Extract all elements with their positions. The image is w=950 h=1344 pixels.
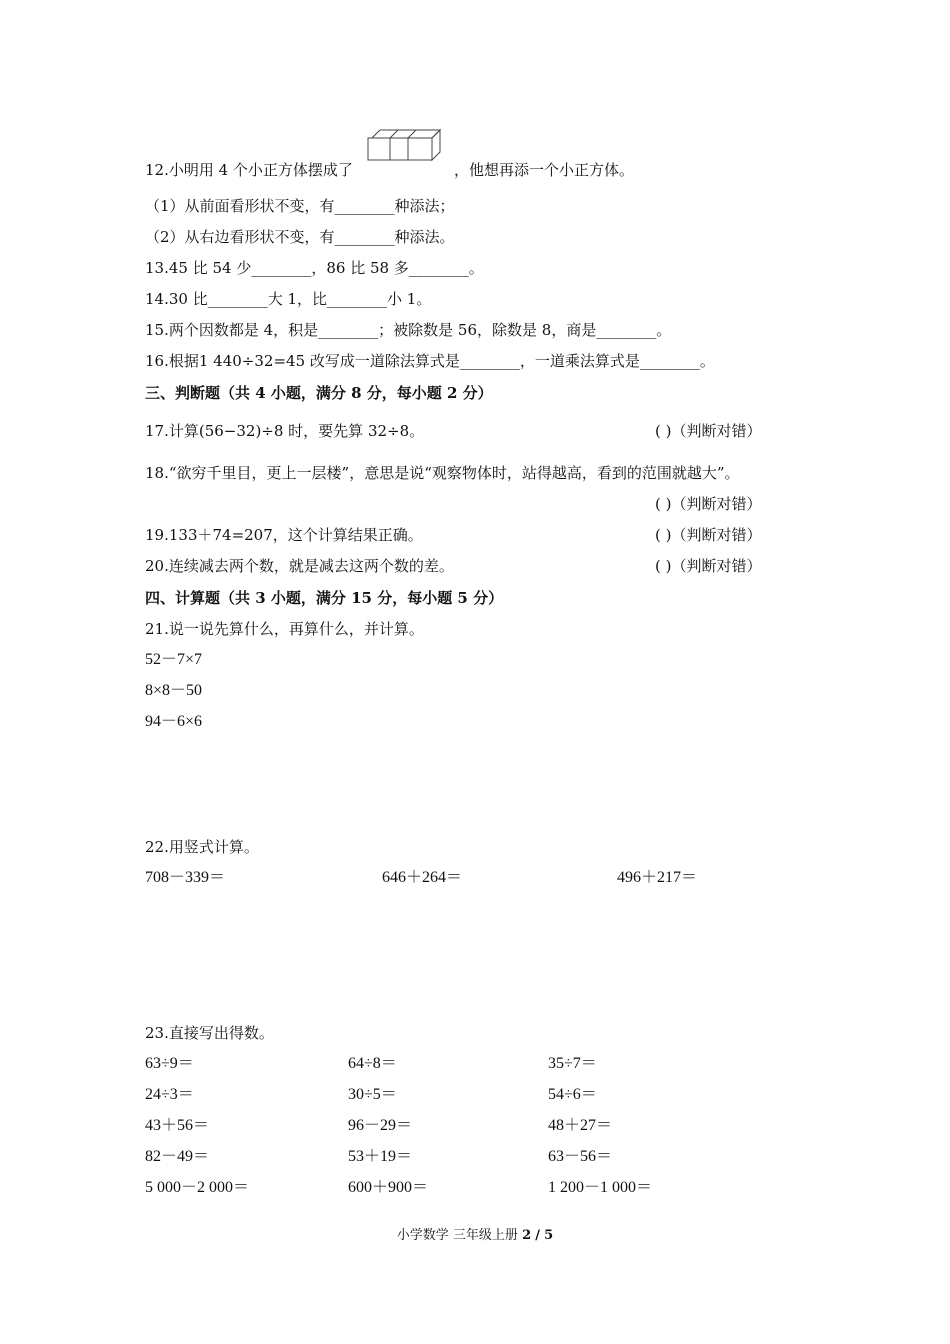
section-4-heading: 四、计算题（共 3 小题，满分 15 分，每小题 5 分） (145, 589, 504, 607)
section-3-heading: 三、判断题（共 4 小题，满分 8 分，每小题 2 分） (145, 384, 493, 402)
q22-expr: 708－339＝ (145, 869, 226, 886)
q18-answer-blank[interactable]: ( )（判断对错） (655, 495, 762, 513)
footer-total-pages: 5 (544, 1228, 554, 1243)
q23-cell: 600＋900＝ (348, 1179, 429, 1196)
q23-cell: 30÷5＝ (348, 1086, 397, 1103)
q23-cell: 35÷7＝ (548, 1055, 597, 1072)
q23-cell: 48＋27＝ (548, 1117, 613, 1134)
q21-expr: 94－6×6 (145, 713, 203, 730)
q12-sub1: （1）从前面看形状不变，有________种添法； (145, 197, 455, 215)
q23-cell: 54÷6＝ (548, 1086, 597, 1103)
q23-cell: 96－29＝ (348, 1117, 413, 1134)
q22-expr: 496＋217＝ (617, 869, 698, 886)
q23-cell: 63÷9＝ (145, 1055, 194, 1072)
q12-sub2: （2）从右边看形状不变，有________种添法。 (145, 228, 455, 246)
q17-answer-blank[interactable]: ( )（判断对错） (655, 422, 762, 440)
q21-title: 21.说一说先算什么，再算什么，并计算。 (145, 620, 424, 638)
q12-line (145, 160, 353, 180)
q12-text-after-line (454, 160, 634, 180)
q20-answer-blank[interactable]: ( )（判断对错） (655, 557, 762, 575)
q23-cell: 5 000－2 000＝ (145, 1179, 250, 1196)
q14: 14.30 比________大 1，比________小 1。 (145, 290, 432, 308)
footer-separator: / (535, 1228, 541, 1243)
page-footer (0, 1227, 950, 1245)
q23-cell: 64÷8＝ (348, 1055, 397, 1072)
q23-title: 23.直接写出得数。 (145, 1024, 274, 1042)
q22-title: 22.用竖式计算。 (145, 838, 259, 856)
q23-cell: 43＋56＝ (145, 1117, 210, 1134)
q15: 15.两个因数都是 4，积是________；被除数是 56，除数是 8，商是________。 (145, 321, 672, 339)
q23-cell: 82－49＝ (145, 1148, 210, 1165)
q12-text-before: 12.小明用 4 个小正方体摆成了 (145, 161, 353, 179)
cubes-figure (364, 124, 444, 166)
footer-page-number: 2 (522, 1228, 532, 1243)
q18: 18.“欲穷千里目，更上一层楼”，意思是说“观察物体时，站得越高，看到的范围就越大”。 (145, 464, 740, 482)
q13: 13.45 比 54 少________，86 比 58 多________。 (145, 259, 484, 277)
q23-cell: 24÷3＝ (145, 1086, 194, 1103)
q21-expr: 8×8－50 (145, 682, 203, 699)
q17: 17.计算(56−32)÷8 时，要先算 32÷8。 (145, 422, 425, 440)
q23-cell: 63－56＝ (548, 1148, 613, 1165)
q19-answer-blank[interactable]: ( )（判断对错） (655, 526, 762, 544)
q20: 20.连续减去两个数，就是减去这两个数的差。 (145, 557, 454, 575)
q16: 16.根据1 440÷32=45 改写成一道除法算式是________，一道乘法算式是________。 (145, 352, 715, 370)
q19: 19.133＋74=207，这个计算结果正确。 (145, 526, 423, 544)
q21-expr: 52－7×7 (145, 651, 203, 668)
q23-cell: 53＋19＝ (348, 1148, 413, 1165)
q12-text-after: ，他想再添一个小正方体。 (454, 161, 635, 179)
q22-expr: 646＋264＝ (382, 869, 463, 886)
q23-cell: 1 200－1 000＝ (548, 1179, 653, 1196)
footer-label: 小学数学 三年级上册 (396, 1228, 518, 1243)
